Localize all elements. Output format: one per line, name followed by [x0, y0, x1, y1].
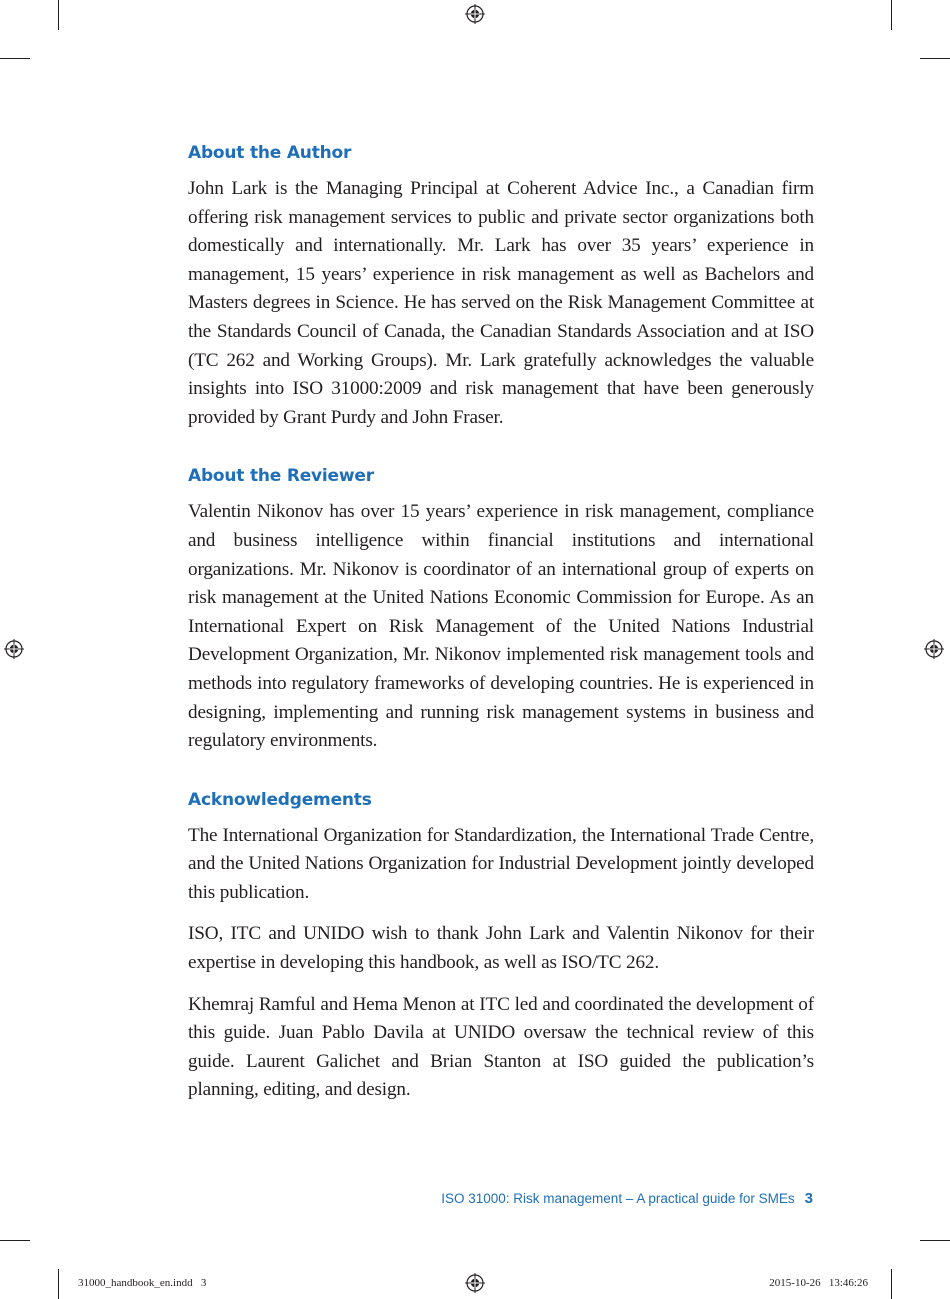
acknowledgements-heading: Acknowledgements	[188, 789, 372, 810]
about-author-body: John Lark is the Managing Principal at Coherent Advice Inc., a Canadian firm offering risk management services to public and private sector organizations both domestically and internationally. Mr. Lark has over 35 years’ experience in management, 15 years’ experience in risk management as well as Bachelors and Masters degrees in Science. He has served on the Risk Management Committee at the Standards Council of Canada, the Canadian Standards Association and at ISO (TC 262 and Working Groups). Mr. Lark gratefully acknowledges the valuable insights into ISO 31000:2009 and risk management that have been generously provided by Grant Purdy and John Fraser.	[188, 178, 814, 428]
acknowledgements-section	[188, 788, 814, 1105]
crop-mark-bottom-left	[58, 1269, 59, 1299]
about-author-section	[188, 141, 814, 432]
registration-mark-bottom-icon	[465, 1273, 485, 1293]
slug-file-name: 31000_handbook_en.indd 3	[78, 1277, 207, 1289]
about-reviewer-section	[188, 464, 814, 755]
registration-mark-top-icon	[465, 4, 485, 24]
running-footer	[441, 1190, 813, 1207]
crop-mark-right-bottom	[920, 1240, 950, 1241]
running-footer-title: ISO 31000: Risk management – A practical guide for SMEs	[441, 1191, 795, 1206]
crop-mark-right-top	[920, 58, 950, 59]
registration-mark-left-icon	[4, 639, 24, 659]
crop-mark-bottom-right	[891, 1269, 892, 1299]
page-content	[188, 141, 814, 1105]
about-reviewer-heading: About the Reviewer	[188, 466, 374, 487]
page-number: 3	[804, 1190, 813, 1207]
crop-mark-left-bottom	[0, 1240, 30, 1241]
about-author-heading: About the Author	[188, 143, 352, 163]
registration-mark-right-icon	[924, 639, 944, 659]
about-reviewer-body: Valentin Nikonov has over 15 years’ experience in risk management, compliance and business intelligence within financial institutions and international organizations. Mr. Nikonov is coordinator of an international group of experts on risk management at the United Nations Economic Commission for Europe. As an International Expert on Risk Management of the United Nations Industrial Development Organization, Mr. Nikonov implemented risk management tools and methods into regulatory frameworks of developing countries. He is experienced in designing, implementing and running risk management systems in business and regulatory environments.	[188, 501, 814, 752]
slug-timestamp: 2015-10-26 13:46:26	[769, 1277, 868, 1289]
acknowledgements-paragraph-2: ISO, ITC and UNIDO wish to thank John Lark and Valentin Nikonov for their expertise in developing this handbook, as well as ISO/TC 262.	[188, 923, 814, 974]
crop-mark-top-right	[891, 0, 892, 30]
acknowledgements-paragraph-3: Khemraj Ramful and Hema Menon at ITC led and coordinated the development of this guide. Juan Pablo Davila at UNIDO oversaw the technical review of this guide. Laurent Galichet and Brian Stanton at ISO guided the publication’s planning, editing, and design.	[188, 993, 814, 1101]
crop-mark-left-top	[0, 58, 30, 59]
acknowledgements-paragraph-1: The International Organization for Standardization, the International Trade Centre, and the United Nations Organization for Industrial Development jointly developed this publication.	[188, 824, 814, 903]
crop-mark-top-left	[58, 0, 59, 30]
